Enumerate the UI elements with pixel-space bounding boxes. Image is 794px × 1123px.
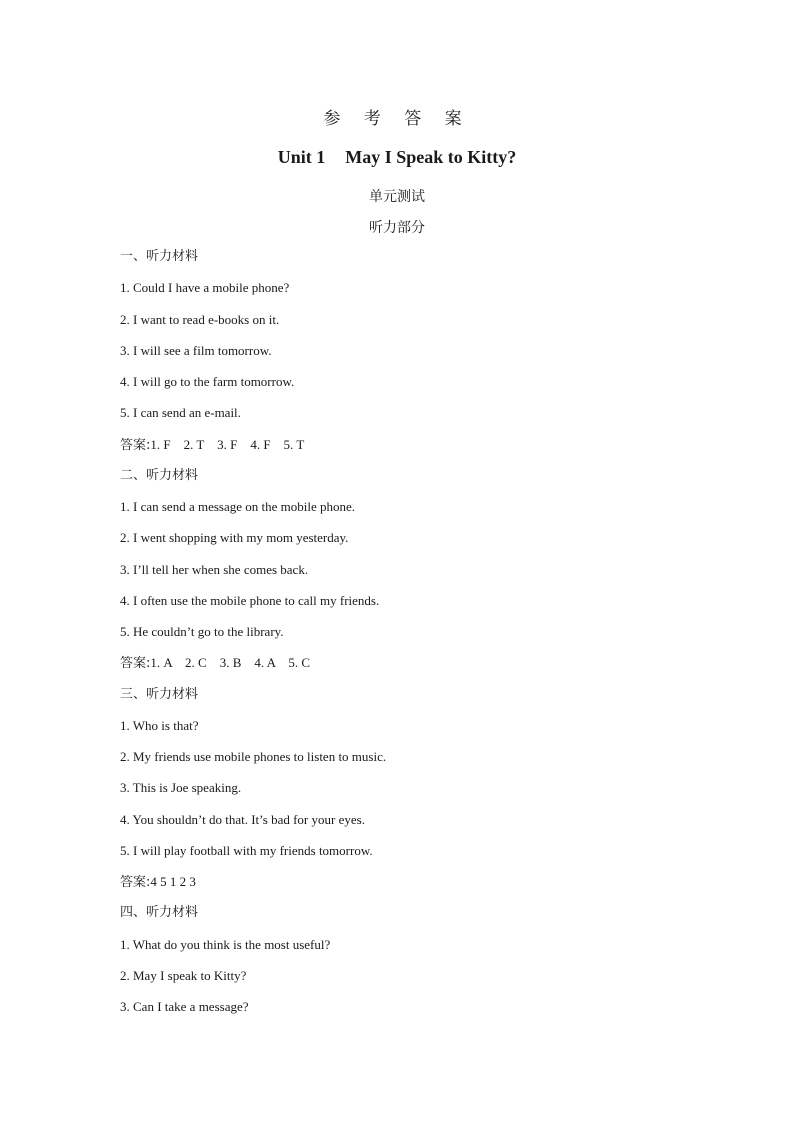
answer-label: 答案:	[120, 437, 151, 453]
list-item: 3. I’ll tell her when she comes back.	[120, 561, 309, 577]
list-item: 4. I often use the mobile phone to call my friends.	[120, 592, 380, 608]
section-heading: 三、听力材料	[120, 686, 199, 702]
answer-content	[120, 247, 720, 1028]
list-item: 5. I can send an e-mail.	[120, 405, 241, 421]
section-title: 单元测试	[369, 189, 425, 205]
list-item: 3. This is Joe speaking.	[120, 780, 242, 796]
list-item: 1. Who is that?	[120, 717, 199, 733]
answer-label: 答案:	[120, 875, 151, 890]
list-item: 2. I want to read e-books on it.	[120, 311, 280, 327]
list-item: 1. What do you think is the most useful?	[120, 936, 331, 952]
answer-label: 答案:	[120, 656, 151, 672]
list-item: 2. My friends use mobile phones to listen to music.	[120, 749, 387, 764]
list-item: 2. I went shopping with my mom yesterday.	[120, 530, 349, 546]
unit-title	[0, 147, 794, 168]
answer-value: 1. F 2. T 3. F 4. F 5. T	[150, 436, 305, 452]
section-heading: 四、听力材料	[120, 905, 199, 921]
list-item: 4. I will go to the farm tomorrow.	[120, 374, 295, 389]
list-item: 2. May I speak to Kitty?	[120, 967, 247, 983]
answer-value: 4 5 1 2 3	[150, 874, 196, 889]
section-heading: 一、听力材料	[120, 249, 199, 264]
list-item: 1. I can send a message on the mobile phone.	[120, 499, 356, 514]
list-item: 5. He couldn’t go to the library.	[120, 624, 284, 639]
part-title: 听力部分	[369, 220, 425, 236]
answer-line	[120, 653, 720, 684]
list-item: 5. I will play football with my friends tomorrow.	[120, 842, 373, 858]
list-item: 3. I will see a film tomorrow.	[120, 342, 272, 358]
page-title: 参 考 答 案	[323, 109, 471, 129]
list-item: 3. Can I take a message?	[120, 999, 249, 1014]
section-heading: 二、听力材料	[120, 467, 199, 483]
list-item: 1. Could I have a mobile phone?	[120, 280, 290, 296]
answer-value: 1. A 2. C 3. B 4. A 5. C	[150, 655, 311, 671]
answer-line	[120, 435, 720, 466]
answer-line	[120, 872, 720, 903]
unit-label: Unit 1	[277, 147, 326, 167]
unit-name: May I Speak to Kitty?	[345, 147, 517, 167]
list-item: 4. You shouldn’t do that. It’s bad for your eyes.	[120, 811, 365, 827]
